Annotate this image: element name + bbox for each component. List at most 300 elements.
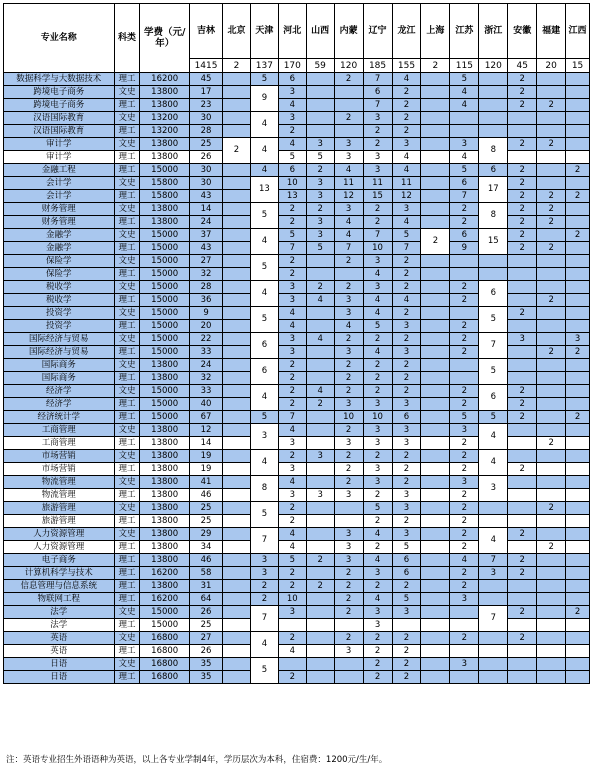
quota-cell-tj: 4 — [250, 229, 278, 255]
quota-cell-zj — [479, 268, 508, 281]
quota-cell-nm: 3 — [334, 346, 363, 359]
quota-cell-hb: 2 — [278, 502, 306, 515]
quota-cell-hlj: 2 — [392, 125, 421, 138]
quota-cell-jl: 64 — [190, 593, 223, 606]
quota-cell-hb — [278, 658, 306, 671]
quota-cell-jx — [566, 307, 590, 320]
quota-cell-nm: 4 — [334, 320, 363, 333]
quota-cell-nm: 2 — [334, 385, 363, 398]
quota-cell-nm: 4 — [334, 164, 363, 177]
quota-cell-ah — [508, 437, 537, 450]
quota-cell-fj — [537, 606, 566, 619]
quota-cell-hlj: 2 — [392, 658, 421, 671]
quota-cell-jx — [566, 515, 590, 528]
major-cell: 经济统计学 — [4, 411, 115, 424]
quota-cell-js: 2 — [450, 203, 479, 216]
quota-cell-fj — [537, 359, 566, 372]
quota-cell-sh — [421, 424, 450, 437]
quota-cell-nm: 2 — [334, 73, 363, 86]
quota-cell-jl: 58 — [190, 567, 223, 580]
quota-cell-js — [450, 619, 479, 632]
quota-cell-jl: 25 — [190, 515, 223, 528]
quota-cell-hlj: 2 — [392, 671, 421, 684]
quota-cell-jl: 41 — [190, 476, 223, 489]
quota-cell-ln: 2 — [363, 515, 392, 528]
quota-cell-bj — [223, 229, 251, 242]
quota-cell-tj: 7 — [250, 528, 278, 554]
quota-cell-ln: 3 — [363, 606, 392, 619]
quota-cell-ah — [508, 424, 537, 437]
quota-cell-zj: 4 — [479, 528, 508, 554]
quota-cell-fj — [537, 125, 566, 138]
header-category: 科类 — [114, 4, 140, 73]
quota-cell-fj — [537, 645, 566, 658]
quota-cell-nm — [334, 268, 363, 281]
quota-cell-hlj: 2 — [392, 359, 421, 372]
category-cell: 理工 — [114, 125, 140, 138]
table-row — [4, 164, 590, 177]
quota-cell-ln: 4 — [363, 554, 392, 567]
quota-cell-fj — [537, 333, 566, 346]
fee-cell: 15000 — [140, 333, 190, 346]
quota-cell-hlj: 6 — [392, 411, 421, 424]
quota-cell-ln: 2 — [363, 450, 392, 463]
quota-cell-nm: 2 — [334, 424, 363, 437]
quota-cell-sx: 3 — [306, 489, 334, 502]
quota-cell-tj: 9 — [250, 86, 278, 112]
quota-cell-sh — [421, 320, 450, 333]
quota-cell-fj — [537, 528, 566, 541]
quota-cell-hb: 2 — [278, 450, 306, 463]
quota-cell-sx — [306, 528, 334, 541]
quota-cell-bj — [223, 476, 251, 489]
quota-cell-tj: 5 — [250, 255, 278, 281]
quota-cell-ln: 3 — [363, 398, 392, 411]
quota-cell-fj: 2 — [537, 502, 566, 515]
quota-cell-ah: 2 — [508, 242, 537, 255]
quota-cell-zj: 6 — [479, 164, 508, 177]
category-cell: 文史 — [114, 528, 140, 541]
quota-cell-nm: 2 — [334, 372, 363, 385]
category-cell: 文史 — [114, 229, 140, 242]
quota-cell-jl: 46 — [190, 489, 223, 502]
quota-cell-jx — [566, 567, 590, 580]
fee-cell: 16200 — [140, 73, 190, 86]
fee-cell: 16800 — [140, 658, 190, 671]
quota-cell-fj: 2 — [537, 216, 566, 229]
fee-cell: 13800 — [140, 359, 190, 372]
total-cell: 2 — [223, 59, 251, 73]
quota-cell-sx: 3 — [306, 190, 334, 203]
quota-cell-hlj: 3 — [392, 502, 421, 515]
quota-cell-jl: 14 — [190, 203, 223, 216]
quota-cell-nm: 2 — [334, 450, 363, 463]
quota-cell-ln: 4 — [363, 528, 392, 541]
quota-cell-nm: 3 — [334, 554, 363, 567]
quota-cell-tj: 5 — [250, 411, 278, 424]
category-cell: 文史 — [114, 424, 140, 437]
quota-cell-hb: 2 — [278, 203, 306, 216]
quota-cell-jl: 37 — [190, 229, 223, 242]
quota-cell-hlj: 11 — [392, 177, 421, 190]
quota-cell-nm: 3 — [334, 151, 363, 164]
quota-cell-fj: 2 — [537, 541, 566, 554]
header-major: 专业名称 — [4, 4, 115, 73]
quota-cell-js: 6 — [450, 177, 479, 190]
category-cell: 文史 — [114, 281, 140, 294]
quota-cell-ah — [508, 593, 537, 606]
quota-cell-bj — [223, 346, 251, 359]
quota-cell-nm: 11 — [334, 177, 363, 190]
quota-cell-bj — [223, 164, 251, 177]
quota-cell-hb: 4 — [278, 307, 306, 320]
quota-cell-jx — [566, 528, 590, 541]
quota-cell-hb: 2 — [278, 255, 306, 268]
quota-cell-js — [450, 372, 479, 385]
quota-cell-jx — [566, 593, 590, 606]
quota-cell-nm: 3 — [334, 138, 363, 151]
quota-cell-jl: 26 — [190, 606, 223, 619]
quota-cell-jx — [566, 216, 590, 229]
quota-cell-zj — [479, 593, 508, 606]
quota-cell-bj — [223, 411, 251, 424]
header-province: 上海 — [421, 4, 450, 59]
category-cell: 理工 — [114, 190, 140, 203]
quota-cell-hb: 7 — [278, 411, 306, 424]
quota-cell-jl: 33 — [190, 346, 223, 359]
quota-cell-jl: 34 — [190, 541, 223, 554]
quota-cell-jl: 35 — [190, 671, 223, 684]
fee-cell: 16800 — [140, 632, 190, 645]
quota-cell-ah: 2 — [508, 554, 537, 567]
major-cell: 税收学 — [4, 281, 115, 294]
quota-cell-sh — [421, 541, 450, 554]
major-cell: 日语 — [4, 671, 115, 684]
table-row — [4, 255, 590, 268]
quota-cell-sx — [306, 86, 334, 99]
quota-cell-ln: 10 — [363, 411, 392, 424]
quota-cell-bj — [223, 554, 251, 567]
quota-cell-js: 4 — [450, 86, 479, 99]
table-row — [4, 528, 590, 541]
quota-cell-hb: 4 — [278, 645, 306, 658]
quota-cell-tj: 5 — [250, 502, 278, 528]
quota-cell-js: 2 — [450, 385, 479, 398]
footnote: 注：英语专业招生外语语种为英语，以上各专业学制4年，学历层次为本科，住宿费：1200元/生/年。 — [6, 755, 388, 765]
quota-cell-js: 2 — [450, 216, 479, 229]
quota-cell-sh — [421, 437, 450, 450]
category-cell: 理工 — [114, 554, 140, 567]
major-cell: 法学 — [4, 606, 115, 619]
quota-cell-jx — [566, 73, 590, 86]
fee-cell: 13800 — [140, 541, 190, 554]
quota-cell-js: 2 — [450, 541, 479, 554]
quota-cell-jx — [566, 554, 590, 567]
quota-cell-sh — [421, 138, 450, 151]
quota-cell-nm: 12 — [334, 190, 363, 203]
quota-cell-zj: 8 — [479, 203, 508, 229]
quota-cell-zj: 7 — [479, 606, 508, 632]
quota-cell-js: 2 — [450, 502, 479, 515]
quota-cell-jx — [566, 645, 590, 658]
header-province: 北京 — [223, 4, 251, 59]
quota-cell-bj — [223, 593, 251, 606]
quota-cell-bj — [223, 177, 251, 190]
quota-cell-jl: 29 — [190, 528, 223, 541]
quota-cell-sh — [421, 463, 450, 476]
quota-cell-hb: 2 — [278, 216, 306, 229]
quota-cell-sx: 2 — [306, 580, 334, 593]
category-cell: 理工 — [114, 372, 140, 385]
quota-cell-bj — [223, 671, 251, 684]
major-cell: 国际商务 — [4, 359, 115, 372]
quota-cell-tj: 5 — [250, 73, 278, 86]
total-cell: 170 — [278, 59, 306, 73]
quota-cell-jl: 24 — [190, 216, 223, 229]
category-cell: 理工 — [114, 346, 140, 359]
quota-cell-sh — [421, 346, 450, 359]
quota-cell-nm: 2 — [334, 606, 363, 619]
quota-cell-sh — [421, 333, 450, 346]
quota-cell-fj — [537, 281, 566, 294]
quota-cell-ah: 2 — [508, 203, 537, 216]
quota-cell-sh — [421, 476, 450, 489]
category-cell: 理工 — [114, 593, 140, 606]
quota-cell-jl: 26 — [190, 151, 223, 164]
quota-cell-js — [450, 268, 479, 281]
quota-cell-ln: 3 — [363, 619, 392, 632]
quota-cell-nm — [334, 619, 363, 632]
quota-cell-jx — [566, 177, 590, 190]
header-province: 江苏 — [450, 4, 479, 59]
quota-cell-jx — [566, 203, 590, 216]
quota-cell-fj: 2 — [537, 138, 566, 151]
quota-cell-js: 5 — [450, 411, 479, 424]
quota-cell-ah: 2 — [508, 398, 537, 411]
quota-cell-jx — [566, 502, 590, 515]
major-cell: 物流管理 — [4, 489, 115, 502]
major-cell: 日语 — [4, 658, 115, 671]
quota-cell-bj — [223, 320, 251, 333]
quota-cell-js — [450, 307, 479, 320]
quota-cell-jl: 27 — [190, 255, 223, 268]
quota-cell-js: 2 — [450, 580, 479, 593]
major-cell: 信息管理与信息系统 — [4, 580, 115, 593]
major-cell: 国际商务 — [4, 372, 115, 385]
quota-cell-hlj: 3 — [392, 424, 421, 437]
quota-cell-ah: 2 — [508, 86, 537, 99]
quota-cell-jx — [566, 138, 590, 151]
quota-cell-fj — [537, 619, 566, 632]
quota-cell-js: 2 — [450, 632, 479, 645]
table-row — [4, 411, 590, 424]
quota-cell-ah — [508, 541, 537, 554]
quota-cell-hlj: 3 — [392, 528, 421, 541]
quota-cell-tj: 4 — [250, 112, 278, 138]
quota-cell-js — [450, 359, 479, 372]
category-cell: 理工 — [114, 242, 140, 255]
quota-cell-jx — [566, 463, 590, 476]
quota-cell-sh — [421, 86, 450, 99]
quota-cell-nm: 2 — [334, 359, 363, 372]
quota-cell-zj: 4 — [479, 424, 508, 450]
quota-cell-sx — [306, 73, 334, 86]
quota-cell-hlj: 2 — [392, 99, 421, 112]
quota-cell-zj: 3 — [479, 567, 508, 580]
total-cell: 120 — [479, 59, 508, 73]
fee-cell: 15000 — [140, 294, 190, 307]
major-cell: 计算机科学与技术 — [4, 567, 115, 580]
quota-cell-tj: 2 — [250, 580, 278, 593]
quota-cell-tj: 13 — [250, 177, 278, 203]
quota-cell-zj — [479, 112, 508, 125]
quota-cell-hlj: 2 — [392, 333, 421, 346]
quota-cell-sx: 3 — [306, 177, 334, 190]
quota-cell-ln: 11 — [363, 177, 392, 190]
quota-cell-jx — [566, 658, 590, 671]
quota-cell-jx: 3 — [566, 333, 590, 346]
quota-cell-sh: 2 — [421, 229, 450, 255]
quota-cell-nm: 2 — [334, 567, 363, 580]
quota-cell-fj: 2 — [537, 437, 566, 450]
quota-cell-zj — [479, 515, 508, 528]
quota-cell-hlj: 5 — [392, 541, 421, 554]
quota-cell-sh — [421, 73, 450, 86]
quota-cell-zj: 4 — [479, 450, 508, 476]
category-cell: 理工 — [114, 489, 140, 502]
quota-cell-sh — [421, 281, 450, 294]
quota-cell-sh — [421, 216, 450, 229]
quota-cell-bj — [223, 268, 251, 281]
quota-cell-fj — [537, 671, 566, 684]
quota-cell-nm — [334, 658, 363, 671]
category-cell: 理工 — [114, 580, 140, 593]
quota-cell-zj — [479, 255, 508, 268]
quota-cell-sx — [306, 125, 334, 138]
major-cell: 审计学 — [4, 151, 115, 164]
quota-cell-sx — [306, 268, 334, 281]
quota-cell-jx — [566, 255, 590, 268]
quota-cell-sx: 4 — [306, 294, 334, 307]
quota-cell-ln: 2 — [363, 541, 392, 554]
quota-cell-zj: 15 — [479, 229, 508, 255]
quota-cell-fj — [537, 476, 566, 489]
quota-cell-bj — [223, 398, 251, 411]
fee-cell: 15000 — [140, 164, 190, 177]
quota-cell-ah — [508, 281, 537, 294]
quota-cell-nm: 4 — [334, 216, 363, 229]
major-cell: 数据科学与大数据技术 — [4, 73, 115, 86]
quota-cell-hb — [278, 619, 306, 632]
table-row — [4, 177, 590, 190]
table-row — [4, 515, 590, 528]
quota-cell-js — [450, 255, 479, 268]
quota-cell-js: 2 — [450, 489, 479, 502]
quota-cell-sh — [421, 177, 450, 190]
quota-cell-jl: 35 — [190, 658, 223, 671]
quota-cell-tj: 4 — [250, 281, 278, 307]
quota-cell-hlj: 2 — [392, 463, 421, 476]
quota-cell-ah — [508, 658, 537, 671]
quota-cell-jl: 20 — [190, 320, 223, 333]
fee-cell: 15000 — [140, 411, 190, 424]
quota-cell-jx — [566, 619, 590, 632]
quota-cell-js: 3 — [450, 476, 479, 489]
quota-cell-bj — [223, 86, 251, 99]
quota-cell-sx: 4 — [306, 333, 334, 346]
major-cell: 跨境电子商务 — [4, 99, 115, 112]
quota-cell-fj — [537, 411, 566, 424]
quota-cell-bj — [223, 333, 251, 346]
quota-cell-hlj: 3 — [392, 138, 421, 151]
quota-cell-hb: 3 — [278, 333, 306, 346]
category-cell: 文史 — [114, 359, 140, 372]
quota-cell-sh — [421, 450, 450, 463]
quota-cell-hb: 2 — [278, 268, 306, 281]
quota-cell-hb: 3 — [278, 294, 306, 307]
quota-cell-bj — [223, 216, 251, 229]
header-province: 河北 — [278, 4, 306, 59]
table-row — [4, 86, 590, 99]
quota-cell-ah: 2 — [508, 99, 537, 112]
total-cell: 1415 — [190, 59, 223, 73]
quota-cell-bj — [223, 606, 251, 619]
quota-cell-ln: 2 — [363, 658, 392, 671]
quota-cell-sh — [421, 190, 450, 203]
quota-cell-sh — [421, 554, 450, 567]
quota-cell-sx — [306, 307, 334, 320]
quota-cell-fj — [537, 164, 566, 177]
quota-cell-fj: 2 — [537, 242, 566, 255]
quota-cell-hb: 4 — [278, 320, 306, 333]
quota-cell-fj — [537, 567, 566, 580]
major-cell: 人力资源管理 — [4, 528, 115, 541]
quota-cell-hb: 2 — [278, 580, 306, 593]
quota-cell-ln: 3 — [363, 151, 392, 164]
quota-cell-hlj: 4 — [392, 164, 421, 177]
major-cell: 经济学 — [4, 398, 115, 411]
quota-cell-js — [450, 125, 479, 138]
quota-cell-hb: 4 — [278, 528, 306, 541]
quota-cell-tj: 6 — [250, 359, 278, 385]
quota-cell-bj — [223, 203, 251, 216]
quota-cell-fj: 2 — [537, 190, 566, 203]
table-row — [4, 632, 590, 645]
quota-cell-ln: 7 — [363, 73, 392, 86]
quota-cell-jl: 19 — [190, 450, 223, 463]
quota-cell-nm: 3 — [334, 528, 363, 541]
quota-cell-hb: 13 — [278, 190, 306, 203]
quota-cell-hb: 10 — [278, 177, 306, 190]
quota-cell-jx — [566, 151, 590, 164]
quota-cell-hlj: 2 — [392, 632, 421, 645]
category-cell: 理工 — [114, 216, 140, 229]
quota-cell-sx: 4 — [306, 385, 334, 398]
total-cell: 59 — [306, 59, 334, 73]
quota-cell-zj — [479, 645, 508, 658]
major-cell: 投资学 — [4, 307, 115, 320]
quota-cell-bj — [223, 307, 251, 320]
fee-cell: 15000 — [140, 398, 190, 411]
quota-cell-fj — [537, 593, 566, 606]
quota-cell-hb: 3 — [278, 463, 306, 476]
major-cell: 投资学 — [4, 320, 115, 333]
quota-cell-sx: 3 — [306, 138, 334, 151]
major-cell: 税收学 — [4, 294, 115, 307]
fee-cell: 15800 — [140, 190, 190, 203]
table-row — [4, 593, 590, 606]
quota-cell-ln: 6 — [363, 86, 392, 99]
